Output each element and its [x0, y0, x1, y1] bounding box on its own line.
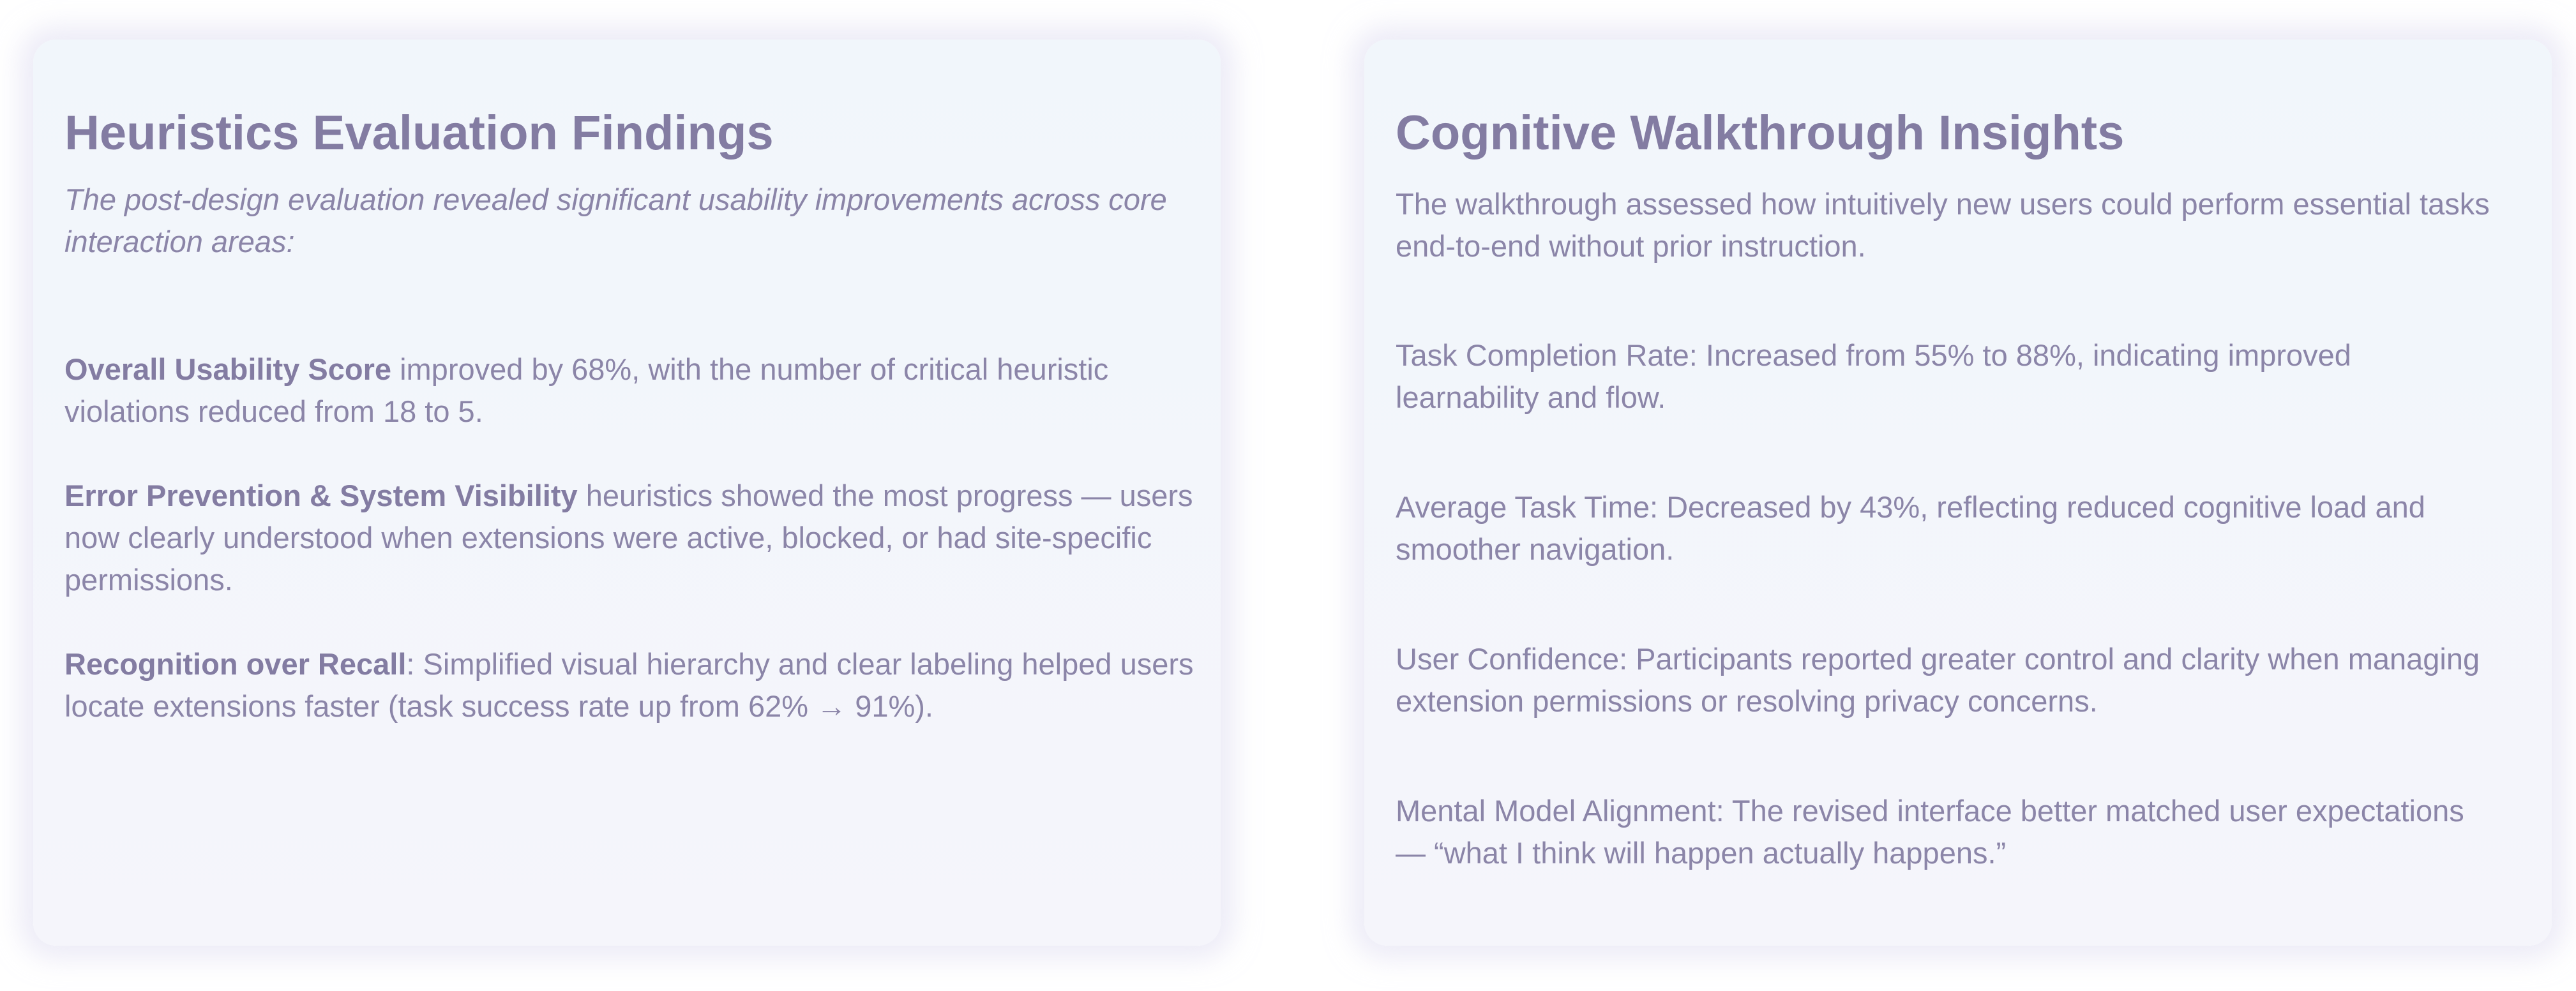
- finding-text: : Simplified visual hierarchy and clear labeling helped users locate extensions faster (task success rate up from 62% → 91%).: [64, 647, 1194, 723]
- finding-label: Recognition over Recall: [64, 647, 407, 681]
- insight-mental-model: Mental Model Alignment: The revised interface better matched user expectations — “what I think will happen actually happens.”: [1396, 794, 2464, 870]
- finding-recognition-recall: [64, 643, 1201, 727]
- walkthrough-card: [1364, 40, 2552, 946]
- finding-usability-score: [64, 348, 1201, 433]
- insight-task-completion: Task Completion Rate: Increased from 55% to 88%, indicating improved learnability and flow.: [1396, 338, 2351, 414]
- finding-label: Error Prevention & System Visibility: [64, 479, 578, 512]
- finding-text: heuristics showed the most progress — users now clearly understood when extensions were active, blocked, or had site-specific permissions.: [64, 479, 1193, 597]
- heuristics-card: [33, 40, 1221, 946]
- finding-text: improved by 68%, with the number of critical heuristic violations reduced from 18 to 5.: [64, 352, 1109, 428]
- finding-label: Overall Usability Score: [64, 352, 392, 386]
- heuristics-title: Heuristics Evaluation Findings: [64, 106, 774, 160]
- walkthrough-title: Cognitive Walkthrough Insights: [1396, 106, 2125, 160]
- insight-task-time: Average Task Time: Decreased by 43%, reflecting reduced cognitive load and smoother navigation.: [1396, 490, 2425, 566]
- heuristics-intro: The post-design evaluation revealed significant usability improvements across core interaction areas:: [64, 183, 1167, 258]
- insight-user-confidence: User Confidence: Participants reported greater control and clarity when managing extension permissions or resolving privacy concerns.: [1396, 642, 2480, 718]
- finding-error-prevention: [64, 475, 1201, 601]
- walkthrough-intro: The walkthrough assessed how intuitively new users could perform essential tasks end-to-end without prior instruction.: [1396, 187, 2490, 263]
